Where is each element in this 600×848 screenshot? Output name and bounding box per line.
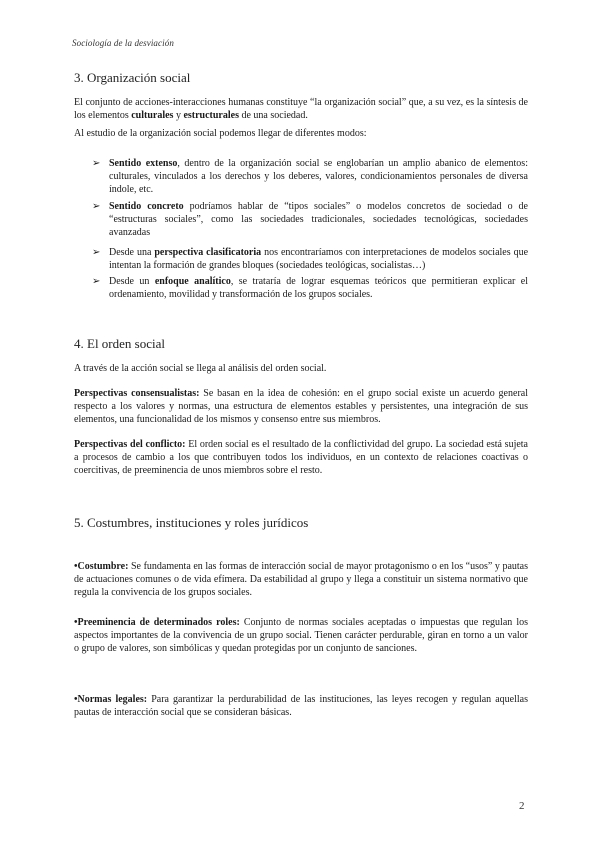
section-5-title: 5. Costumbres, instituciones y roles jurídicos [74,515,309,530]
page-number: 2 [519,800,525,812]
section-3-title: 3. Organización social [74,70,191,85]
s5-paragraph-3: •Normas legales: Para garantizar la perdurabilidad de las instituciones, las leyes recogen y regulan aquellas pautas de interacción social que se consideran básicas. [74,694,528,718]
s3-paragraph-2: Al estudio de la organización social podemos llegar de diferentes modos: [74,128,367,139]
list-item: ➢ Sentido extenso, dentro de la organización social se englobarían un amplio abanico de elementos: culturales, vinculados a los derechos y los deberes, valores, condicionamientos personales de diversa índole, etc. [92,158,528,195]
list-item: ➢ Sentido concreto podríamos hablar de “tipos sociales” o modelos concretos de sociedad o de “estructuras sociales”, como las sociedades tradicionales, sociedades tecnológicas, sociedades avanzadas [92,201,528,238]
s4-paragraph-1: A través de la acción social se llega al análisis del orden social. [74,363,327,374]
running-header: Sociología de la desviación [72,38,174,48]
s3-paragraph-1: El conjunto de acciones-interacciones humanas constituye “la organización social” que, a su vez, es la síntesis de los elementos culturales y estructurales de una sociedad. [74,97,528,121]
section-4-title: 4. El orden social [74,336,165,351]
arrow-bullet-icon: ➢ [92,158,101,169]
arrow-bullet-icon: ➢ [92,201,101,212]
list-item: ➢ Desde un enfoque analítico, se trataría de lograr esquemas teóricos que permitieran explicar el ordenamiento, movilidad y transformación de los grupos sociales. [92,276,528,300]
s4-paragraph-3: Perspectivas del conflicto: El orden social es el resultado de la conflictividad del grupo. La sociedad está sujeta a procesos de cambio a los que contribuyen todos los individuos, en un contexto de relaciones coactivas o coercitivas, de preeminencia de unos miembros sobre el resto. [74,439,528,476]
list-item: ➢ Desde una perspectiva clasificatoria nos encontraríamos con interpretaciones de modelos sociales que intentan la formación de grandes bloques (sociedades teológicas, socialistas…) [92,247,529,271]
s5-paragraph-1: •Costumbre: Se fundamenta en las formas de interacción social de mayor protagonismo o en los “usos” y pautas de actuaciones comunes o de vida efímera. Da estabilidad al grupo y llega a constituir un sistema normativo que regula la convivencia de los grupos sociales. [74,561,528,598]
s5-paragraph-2: •Preeminencia de determinados roles: Conjunto de normas sociales aceptadas o impuestas que regulan los aspectos importantes de la convivencia de un grupo social. Tienen carácter perdurable, giran en torno a un valor o grupo de valores, son simbólicas y quedan protegidas por un conjunto de sanciones. [74,617,528,654]
arrow-bullet-icon: ➢ [92,247,101,258]
s4-paragraph-2: Perspectivas consensualistas: Se basan en la idea de cohesión: en el grupo social existe un acuerdo general respecto a los valores y normas, una estructura de elementos estables y persistentes, una integración de sus elementos, una funcionalidad de los mismos y consenso entre sus miembros. [74,388,528,425]
arrow-bullet-icon: ➢ [92,276,101,287]
